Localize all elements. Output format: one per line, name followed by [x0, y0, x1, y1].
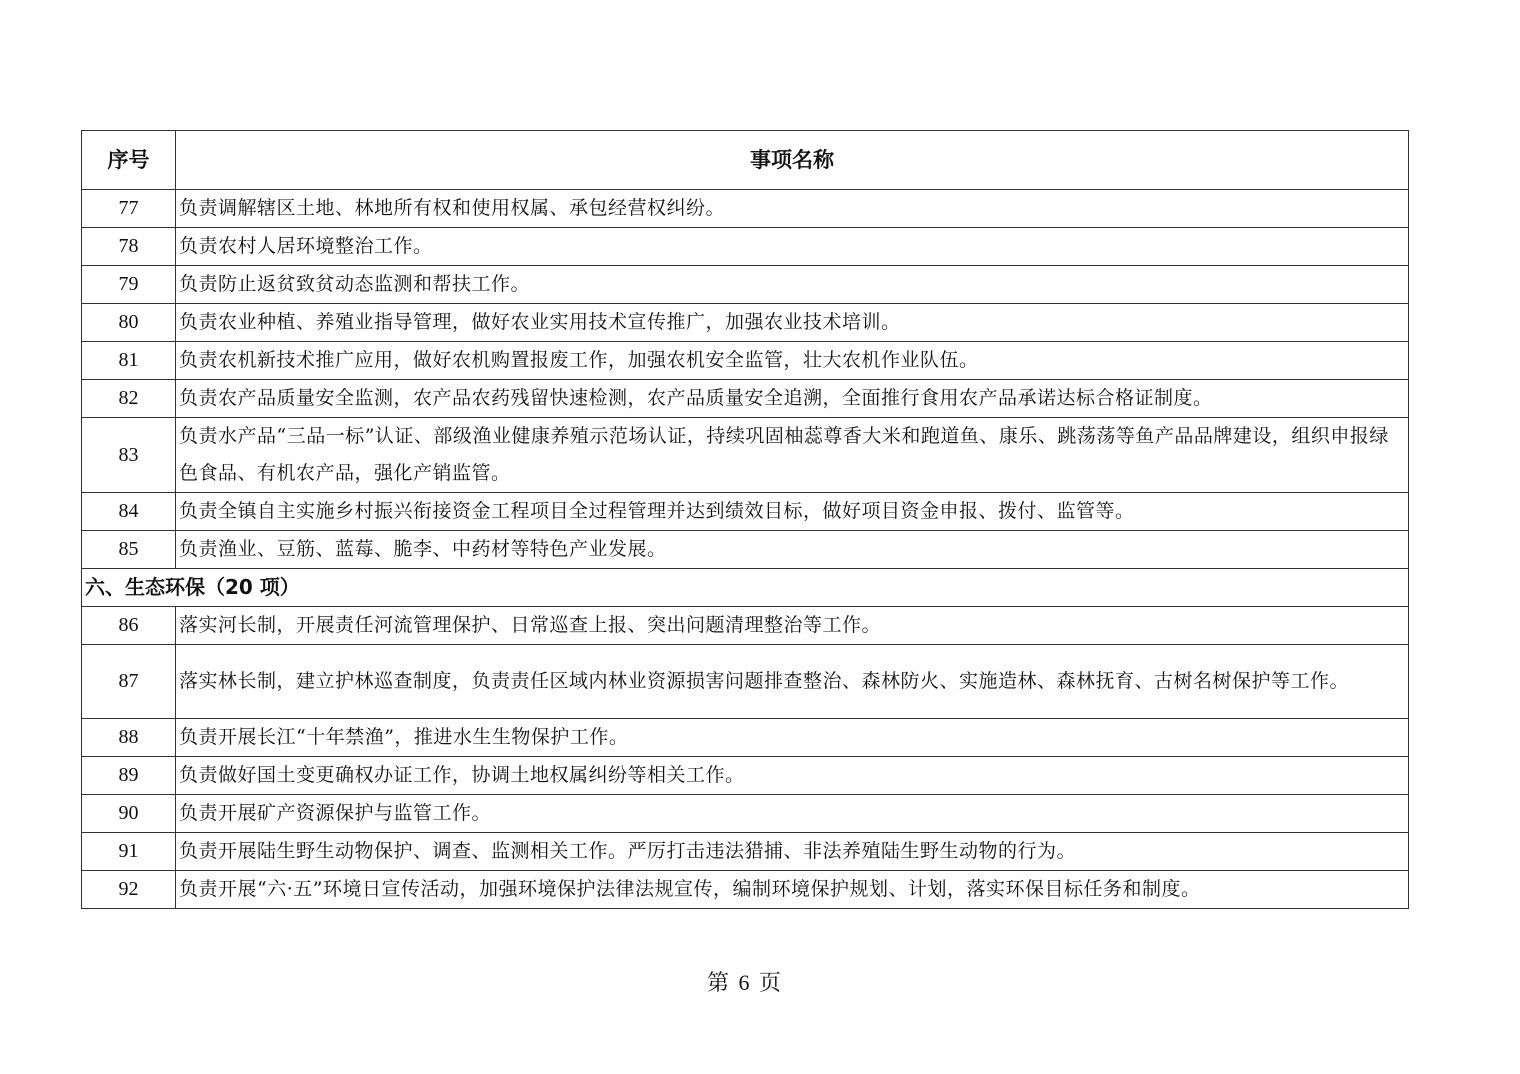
table-row: [82, 871, 1409, 909]
row-name: 负责全镇自主实施乡村振兴衔接资金工程项目全过程管理并达到绩效目标，做好项目资金申报、拨付、监管等。: [176, 493, 1409, 531]
table-row: [82, 833, 1409, 871]
row-no: 81: [82, 342, 176, 380]
page-number: 第 6 页: [706, 970, 783, 995]
table-row: [82, 342, 1409, 380]
row-name: 落实河长制，开展责任河流管理保护、日常巡查上报、突出问题清理整治等工作。: [176, 607, 1409, 645]
row-name: 负责农机新技术推广应用，做好农机购置报废工作，加强农机安全监管，壮大农机作业队伍。: [176, 342, 1409, 380]
row-name: 负责农产品质量安全监测，农产品农药残留快速检测，农产品质量安全追溯，全面推行食用农产品承诺达标合格证制度。: [176, 380, 1409, 418]
table-row: [82, 266, 1409, 304]
row-name: 负责渔业、豆筋、蓝莓、脆李、中药材等特色产业发展。: [176, 531, 1409, 569]
table-header-row: [82, 131, 1409, 190]
header-name: 事项名称: [176, 131, 1409, 190]
row-name: 负责开展“六·五”环境日宣传活动，加强环境保护法律法规宣传，编制环境保护规划、计划，落实环保目标任务和制度。: [176, 871, 1409, 909]
table-row: [82, 795, 1409, 833]
row-name: 负责农村人居环境整治工作。: [176, 228, 1409, 266]
row-no: 90: [82, 795, 176, 833]
table-row: [82, 531, 1409, 569]
row-name: 负责开展陆生野生动物保护、调查、监测相关工作。严厉打击违法猎捕、非法养殖陆生野生动物的行为。: [176, 833, 1409, 871]
table-row: [82, 607, 1409, 645]
header-no: 序号: [82, 131, 176, 190]
section-title: 六、生态环保（20 项）: [82, 569, 1409, 607]
table-row: [82, 304, 1409, 342]
row-name: 负责水产品“三品一标”认证、部级渔业健康养殖示范场认证，持续巩固柚蕊尊香大米和跑道鱼、康乐、跳荡荡等鱼产品品牌建设，组织申报绿色食品、有机农产品，强化产销监管。: [176, 418, 1409, 493]
row-no: 78: [82, 228, 176, 266]
row-name: 负责防止返贫致贫动态监测和帮扶工作。: [176, 266, 1409, 304]
row-no: 88: [82, 719, 176, 757]
table-row: [82, 645, 1409, 719]
row-no: 82: [82, 380, 176, 418]
row-no: 87: [82, 645, 176, 719]
row-no: 84: [82, 493, 176, 531]
table-row: [82, 757, 1409, 795]
items-table: [81, 130, 1409, 909]
row-name: 负责做好国土变更确权办证工作，协调土地权属纠纷等相关工作。: [176, 757, 1409, 795]
table-row: [82, 190, 1409, 228]
row-name: 落实林长制，建立护林巡查制度，负责责任区域内林业资源损害问题排查整治、森林防火、实施造林、森林抚育、古树名树保护等工作。: [176, 645, 1409, 719]
row-no: 77: [82, 190, 176, 228]
row-no: 92: [82, 871, 176, 909]
row-name: 负责开展长江“十年禁渔”，推进水生生物保护工作。: [176, 719, 1409, 757]
row-no: 83: [82, 418, 176, 493]
row-no: 91: [82, 833, 176, 871]
row-no: 89: [82, 757, 176, 795]
table-row: [82, 493, 1409, 531]
row-name: 负责开展矿产资源保护与监管工作。: [176, 795, 1409, 833]
table-row: [82, 418, 1409, 493]
row-no: 86: [82, 607, 176, 645]
row-no: 80: [82, 304, 176, 342]
table-row: [82, 719, 1409, 757]
table-row: [82, 228, 1409, 266]
row-no: 85: [82, 531, 176, 569]
row-no: 79: [82, 266, 176, 304]
section-row: [82, 569, 1409, 607]
table-row: [82, 380, 1409, 418]
row-name: 负责调解辖区土地、林地所有权和使用权属、承包经营权纠纷。: [176, 190, 1409, 228]
row-name: 负责农业种植、养殖业指导管理，做好农业实用技术宣传推广，加强农业技术培训。: [176, 304, 1409, 342]
